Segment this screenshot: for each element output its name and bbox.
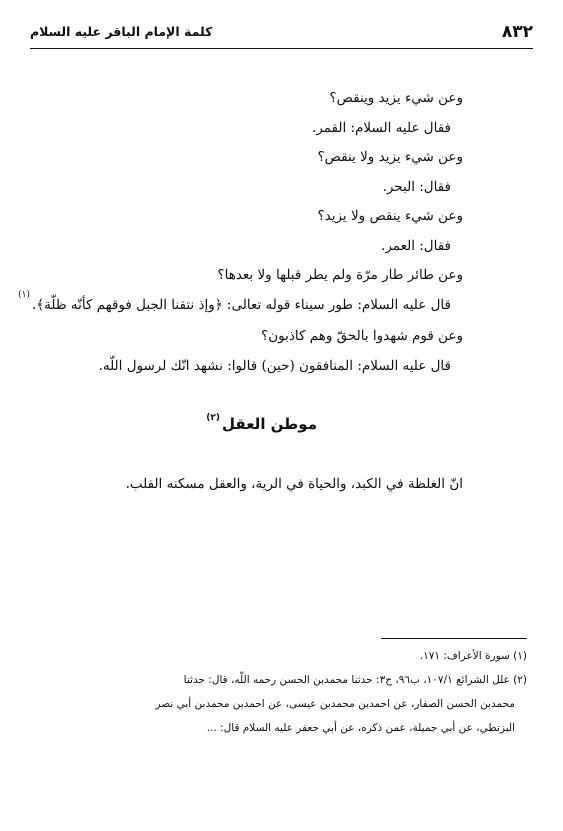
text-line: وعن شيء يزيد وينقص؟ — [329, 90, 463, 106]
text-line: قال عليه السلام: طور سيناء قوله تعالى: ﴿وإذ نتقنا الجبل فوقهم كأنّه ظلّة﴾. — [31, 296, 451, 313]
running-head: كلمة الإمام الباقر عليه السلام — [30, 24, 213, 39]
text-line: وعن شيء ينقص ولا يزيد؟ — [317, 208, 463, 224]
text-line: وعن شيء يزيد ولا ينقص؟ — [317, 149, 463, 165]
text-line: فقال: العمر. — [381, 237, 451, 254]
text-line: فقال: البحر. — [382, 178, 451, 195]
footnote-divider — [381, 638, 527, 639]
body-text — [18, 84, 463, 381]
text-line: قال عليه السلام: المنافقون (حين) قالوا: نشهد انّك لرسول اللّه. — [98, 357, 451, 374]
footnotes — [24, 644, 527, 740]
page-header — [30, 20, 533, 49]
text-line: وعن طائر طار مرّة ولم يطر قبلها ولا بعدها؟ — [217, 267, 463, 283]
footnote-reference[interactable]: (١) — [18, 289, 30, 300]
section-heading — [206, 415, 317, 433]
text-line-with-footnote — [18, 289, 463, 323]
text-line: فقال عليه السلام: القمر. — [311, 119, 451, 136]
footnote-2-continued: البزنطي، عن أبي جميلة، عمن ذكره، عن أبي جعفر عليه السلام قال: ... — [206, 722, 515, 734]
footnote-2: (٢) علل الشرائع ١٠٧/١، ب٩٦، ح٣: حدثنا محمدبن الحسن رحمه اللّه، قال: حدثنا — [183, 674, 527, 686]
page-number: ٨٣٢ — [501, 22, 533, 42]
saying-text: انّ الغلظة في الكبد، والحياة في الرية، والعقل مسكنه القلب. — [125, 476, 463, 492]
section-title: موطن العقل — [222, 415, 317, 433]
footnote-1: (١) سورة الأعراف: ١٧١. — [419, 650, 527, 662]
text-line: وعن قوم شهدوا بالحقّ وهم كاذبون؟ — [261, 328, 463, 344]
footnote-reference[interactable]: (٢) — [206, 413, 221, 423]
footnote-2-continued: محمدبن الحسن الصفار، عن احمدبن محمدبن عيسى، عن احمدبن محمدبن أبي نصر — [155, 698, 515, 710]
